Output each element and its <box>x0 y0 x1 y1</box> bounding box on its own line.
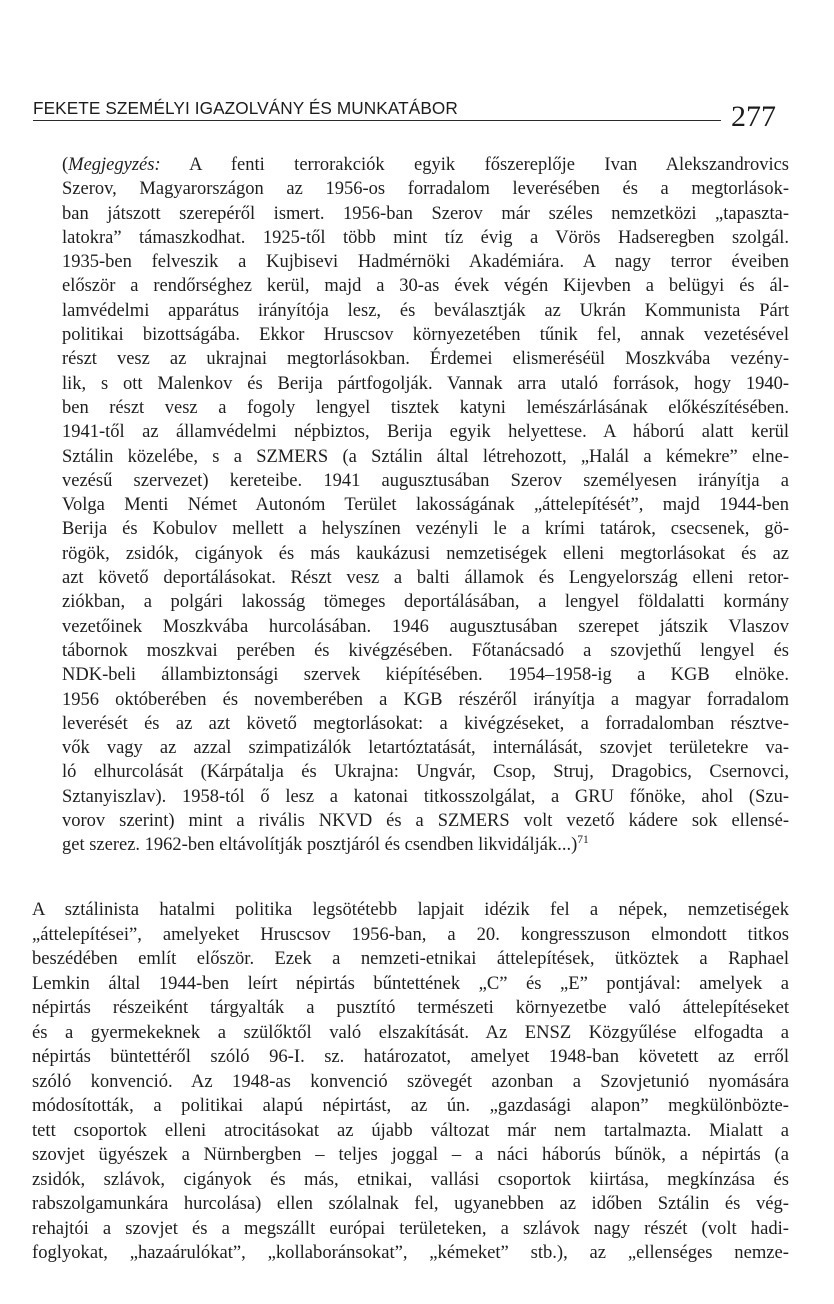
note-line: 1941-től az államvédelmi népbiztos, Berija egyik helyettese. A háború alatt kerül <box>62 422 789 443</box>
main-paragraph <box>32 898 789 1266</box>
note-line: vezésű szervezet) kereteibe. 1941 augusztusában Szerov személyesen irányítja a <box>62 470 789 491</box>
note-line: Berija és Kobulov mellett a helyszínen vezényli le a krími tatárok, csecsenek, gö- <box>62 519 789 540</box>
note-block <box>62 153 789 858</box>
note-line: Volga Menti Német Autonóm Terület lakosságának „áttelepítését”, majd 1944-ben <box>62 495 789 516</box>
note-label: Megjegyzés: <box>68 155 161 175</box>
page-number: 277 <box>731 100 776 133</box>
body-line: foglyokat, „hazaárulókat”, „kollaboránsokat”, „kémeket” stb.), az „ellenséges nemze- <box>32 1242 789 1263</box>
note-line: lamvédelmi apparátus irányítója lesz, és beválasztják az Ukrán Kommunista Párt <box>62 300 789 321</box>
body-line: és a gyermekeknek a szülőktől való elszakítását. Az ENSZ Közgyűlése elfogadta a <box>32 1021 789 1043</box>
footnote-ref: 71 <box>577 834 589 847</box>
note-line-text: A fenti terrorakciók egyik főszereplője Ivan Alekszandrovics <box>189 155 789 175</box>
body-line: népirtás büntettéről szóló 96-I. sz. határozatot, amelyet 1948-ban követett az erről <box>32 1046 789 1067</box>
note-line: ló elhurcolását (Kárpátalja és Ukrajna: Ungvár, Csop, Struj, Dragobics, Csernovci, <box>62 762 789 783</box>
body-line: Lemkin által 1944-ben leírt népirtás bűntettének „C” és „E” pontjával: amelyek a <box>32 972 789 994</box>
note-line: részt vesz az ukrajnai megtorlásokban. Érdemei elismeréséül Moszkvába vezény- <box>62 349 789 370</box>
note-line: vők vagy az azzal szimpatizálók letartóztatását, internálását, szovjet területekre va- <box>62 738 789 759</box>
note-line: ziókban, a polgári lakosság tömeges deportálásában, a lengyel földalatti kormány <box>62 592 789 613</box>
note-line: ben részt vesz a fogoly lengyel tisztek katyni lemészárlásának előkészítésében. <box>62 397 789 418</box>
note-line: ban játszott szerepéről ismert. 1956-ban Szerov már széles nemzetközi „tapaszta- <box>62 203 789 224</box>
body-line: A sztálinista hatalmi politika legsötétebb lapjait idézik fel a népek, nemzetiségek <box>32 899 789 920</box>
body-line: rehajtói a szovjet és a megszállt európai területeken, a szlávok nagy részét (volt hadi- <box>32 1217 789 1239</box>
note-line: Sztanyiszlav). 1958-tól ő lesz a katonai titkosszolgálat, a GRU főnöke, ahol (Szu- <box>62 786 789 807</box>
note-line: 1956 októberében és novemberében a KGB részéről irányítja a magyar forradalom <box>62 689 789 710</box>
note-line: vorov szerint) mint a rivális NKVD és a SZMERS volt vezető kádere sok ellensé- <box>62 811 789 832</box>
page-header <box>33 96 793 133</box>
note-line-text: get szerez. 1962-ben eltávolítják posztjáról és csendben likvidálják...) <box>62 835 578 856</box>
body-line: módosították, a politikai alapú népirtást, az ún. „gazdasági alapon” megkülönbözte- <box>32 1095 789 1116</box>
header-rule <box>33 120 721 121</box>
note-line: NDK-beli állambiztonsági szervek kiépítésében. 1954–1958-ig a KGB elnöke. <box>62 665 789 686</box>
note-line: rögök, zsidók, cigányok és más kaukázusi nemzetiségek elleni megtorlásokat és az <box>62 543 789 564</box>
body-line: zsidók, szlávok, cigányok és más, etnikai, vallási csoportok kiirtása, megkínzása és <box>32 1168 789 1190</box>
note-line: Sztálin közelébe, s a SZMERS (a Sztálin által létrehozott, „Halál a kémekre” elne- <box>62 446 789 467</box>
body-line: szovjet ügyészek a Nürnbergben – teljes joggal – a náci háborús bűnök, a népirtás (a <box>32 1144 789 1165</box>
note-line: latokra” támaszkodhat. 1925-től több mint tíz évig a Vörös Hadseregben szolgál. <box>62 227 789 248</box>
body-line: rabszolgamunkára hurcolása) ellen szólalnak fel, ugyanebben az időben Sztálin és vég- <box>32 1193 789 1214</box>
note-line: leverését és az azt követő megtorlásokat: a kivégzéseket, a forradalomban résztve- <box>62 713 789 734</box>
note-line: Szerov, Magyarországon az 1956-os forradalom leverésében és a megtorlások- <box>62 179 789 200</box>
note-line: tábornok moszkvai perében és kivégzésében. Főtanácsadó a szovjethű lengyel és <box>62 640 789 661</box>
note-line: először a rendőrséghez kerül, majd a 30-as évek végén Kijevben a belügyi és ál- <box>62 276 789 297</box>
body-line: tett csoportok elleni atrocitásokat az újabb változat már nem tartalmazta. Mialatt a <box>32 1119 789 1141</box>
note-line: vezetőinek Moszkvába hurcolásában. 1946 augusztusában szerepet játszik Vlaszov <box>62 616 789 637</box>
note-line-last <box>62 833 789 857</box>
body-line: szóló konvenció. Az 1948-as konvenció szövegét azonban a Szovjetunió nyomására <box>32 1070 789 1092</box>
running-title: FEKETE SZEMÉLYI IGAZOLVÁNY ÉS MUNKATÁBOR <box>33 98 458 118</box>
body-line: beszédében említ először. Ezek a nemzeti-etnikai áttelepítések, ütköztek a Raphael <box>32 948 789 969</box>
note-line: lik, s ott Malenkov és Berija pártfogolják. Vannak arra utaló források, hogy 1940- <box>62 373 789 394</box>
body-line: „áttelepítései”, amelyeket Hruscsov 1956-ban, a 20. kongresszuson elmondott titkos <box>32 923 789 945</box>
note-line: azt követő deportálásokat. Részt vesz a balti államok és Lengyelország elleni retor- <box>62 568 789 589</box>
note-line: politikai bizottságába. Ekkor Hruscsov környezetében tűnik fel, annak vezetésével <box>62 325 789 346</box>
body-line: népirtás részeiként tárgyalták a pusztító természeti környezetbe való áttelepítéseket <box>32 997 789 1018</box>
note-line: 1935-ben felveszik a Kujbisevi Hadmérnöki Akadémiára. A nagy terror éveiben <box>62 252 789 273</box>
note-line: (Megjegyzés: A fenti terrorakciók egyik főszereplője Ivan Alekszandrovics <box>62 155 789 175</box>
